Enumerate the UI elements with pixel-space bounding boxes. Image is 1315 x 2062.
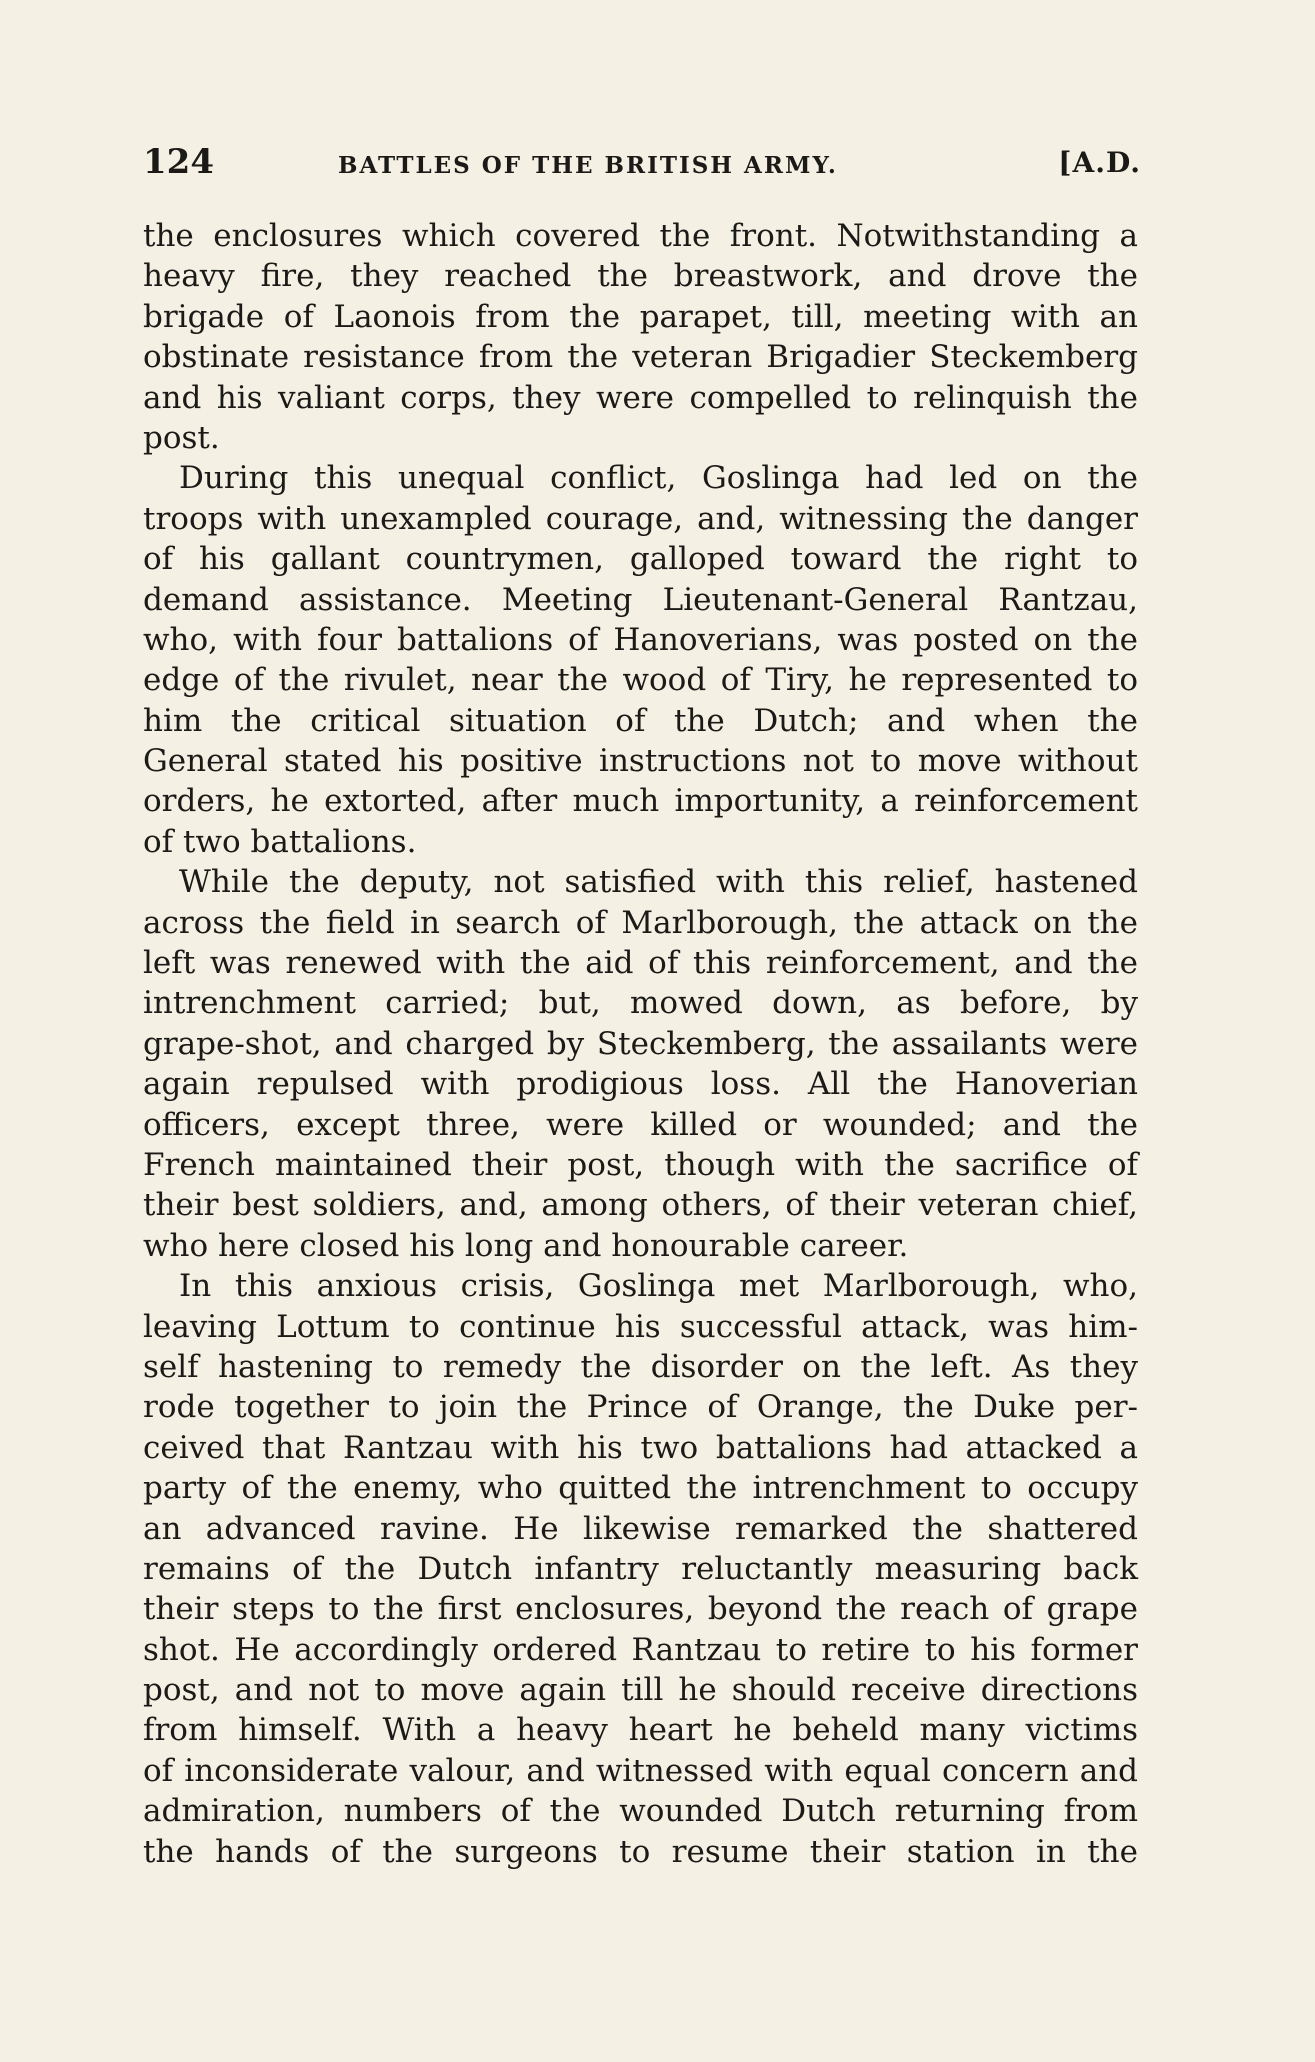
page-header (143, 142, 1143, 192)
paragraph (143, 1266, 1138, 1872)
text-line: the enclosures which covered the front. Notwithstanding a (143, 218, 1138, 254)
text-line: edge of the rivulet, near the wood of Tiry, he represented to (143, 662, 1138, 699)
text-line: left was renewed with the aid of this reinforcement, and the (143, 945, 1138, 982)
text-line: grape-shot, and charged by Steckemberg, the assailants were (143, 1025, 1138, 1062)
text-line: again repulsed with prodigious loss. All the Hanoverian (143, 1066, 1138, 1103)
text-line: remains of the Dutch infantry reluctantly measuring back (143, 1550, 1138, 1587)
text-line: French maintained their post, though with the sacrifice of (143, 1146, 1138, 1183)
text-line: of his gallant countrymen, galloped toward the right to (143, 541, 1138, 578)
text-line: party of the enemy, who quitted the intrenchment to occupy (143, 1470, 1138, 1507)
text-line: demand assistance. Meeting Lieutenant-General Rantzau, (143, 581, 1138, 618)
year-mark: [A.D. (1058, 146, 1141, 179)
text-line: their steps to the first enclosures, beyond the reach of grape (143, 1591, 1138, 1628)
text-line: leaving Lottum to continue his successful attack, was him- (143, 1308, 1138, 1345)
text-line: intrenchment carried; but, mowed down, as before, by (143, 985, 1138, 1022)
text-line: who, with four battalions of Hanoverians, was posted on the (143, 621, 1138, 658)
text-line: shot. He accordingly ordered Rantzau to retire to his former (143, 1631, 1138, 1668)
body-text (143, 216, 1138, 1872)
text-line: post, and not to move again till he should receive directions (143, 1672, 1138, 1709)
text-line: ceived that Rantzau with his two battalions had attacked a (143, 1429, 1138, 1466)
text-line: During this unequal conflict, Goslinga had led on the (179, 460, 1138, 497)
text-line: of two battalions. (143, 823, 417, 860)
paragraph (143, 216, 1138, 458)
text-line: obstinate resistance from the veteran Brigadier Steckemberg (143, 339, 1138, 376)
paragraph (143, 862, 1138, 1266)
text-line: who here closed his long and honourable career. (143, 1227, 909, 1264)
text-line: of inconsiderate valour, and witnessed with equal concern and (143, 1752, 1138, 1789)
running-title: BATTLES OF THE BRITISH ARMY. (338, 152, 838, 179)
paragraph (143, 458, 1138, 862)
text-line: officers, except three, were killed or wounded; and the (143, 1106, 1138, 1143)
text-line: post. (143, 419, 220, 456)
text-line: While the deputy, not satisfied with this relief, hastened (179, 864, 1138, 901)
text-line: admiration, numbers of the wounded Dutch returning from (143, 1793, 1138, 1830)
text-line: him the critical situation of the Dutch; and when the (143, 702, 1138, 739)
text-line: an advanced ravine. He likewise remarked the shattered (143, 1510, 1138, 1547)
text-line: rode together to join the Prince of Orange, the Duke per- (143, 1389, 1138, 1426)
text-line: the hands of the surgeons to resume their station in the (143, 1833, 1138, 1870)
text-line: self hastening to remedy the disorder on the left. As they (143, 1348, 1138, 1385)
text-line: brigade of Laonois from the parapet, till, meeting with an (143, 298, 1138, 335)
page-number: 124 (143, 142, 214, 182)
text-line: troops with unexampled courage, and, witnessing the danger (143, 500, 1138, 537)
text-line: across the field in search of Marlborough, the attack on the (143, 904, 1138, 941)
text-line: their best soldiers, and, among others, of their veteran chief, (143, 1187, 1138, 1224)
text-line: heavy fire, they reached the breastwork, and drove the (143, 258, 1138, 295)
text-line: In this anxious crisis, Goslinga met Marlborough, who, (179, 1268, 1138, 1305)
text-line: and his valiant corps, they were compelled to relinquish the (143, 379, 1138, 416)
text-line: orders, he extorted, after much importunity, a reinforcement (143, 783, 1138, 820)
text-line: General stated his positive instructions not to move without (143, 743, 1138, 780)
text-line: from himself. With a heavy heart he beheld many victims (143, 1712, 1138, 1749)
